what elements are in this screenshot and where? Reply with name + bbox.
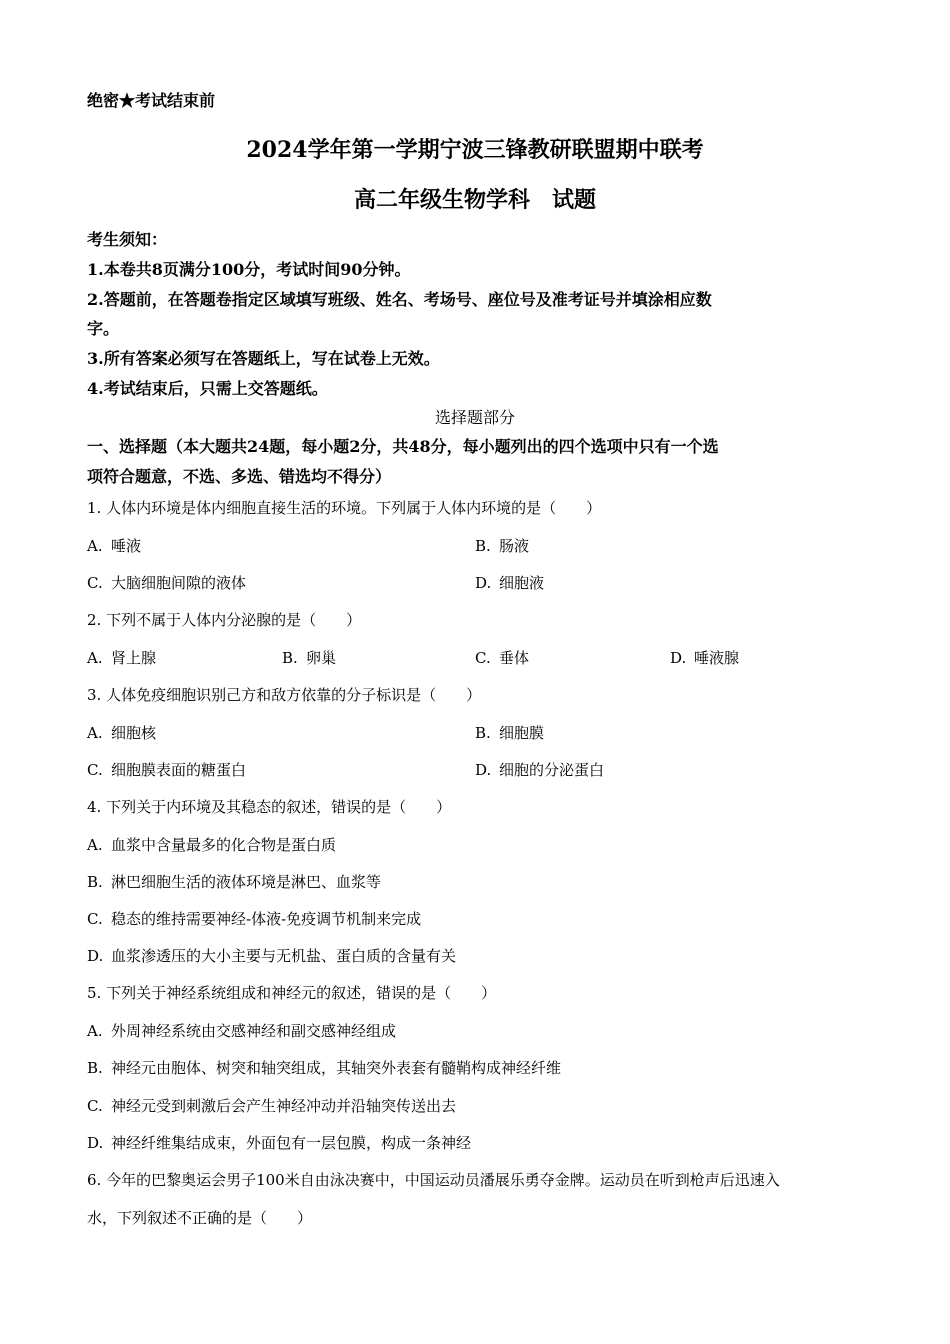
notice-item-2-cont: 字。 <box>87 319 120 338</box>
question-5-option-d: D. 神经纤维集结成束，外面包有一层包膜，构成一条神经 <box>87 1134 472 1152</box>
question-3-stem: 3. 人体免疫细胞识别己方和敌方依靠的分子标识是（ ） <box>87 686 482 704</box>
secret-mark: 绝密★考试结束前 <box>87 91 216 110</box>
question-6-stem: 6. 今年的巴黎奥运会男子100米自由泳决赛中，中国运动员潘展乐勇夺金牌。运动员在听到枪声后迅速入 <box>87 1171 780 1189</box>
question-5-option-c: C. 神经元受到刺激后会产生神经冲动并沿轴突传送出去 <box>87 1097 457 1115</box>
question-5-option-b: B. 神经元由胞体、树突和轴突组成，其轴突外表套有髓鞘构成神经纤维 <box>87 1059 562 1077</box>
question-1-option-b: B. 肠液 <box>475 537 530 555</box>
question-1-option-c: C. 大脑细胞间隙的液体 <box>87 574 247 592</box>
notice-item-2: 2.答题前，在答题卷指定区域填写班级、姓名、考场号、座位号及准考证号并填涂相应数 <box>87 290 712 309</box>
question-1-option-d: D. 细胞液 <box>475 574 545 592</box>
question-4-option-b: B. 淋巴细胞生活的液体环境是淋巴、血浆等 <box>87 873 382 891</box>
question-2-option-c: C. 垂体 <box>475 649 530 667</box>
question-1-stem: 1. 人体内环境是体内细胞直接生活的环境。下列属于人体内环境的是（ ） <box>87 499 602 517</box>
question-5-option-a: A. 外周神经系统由交感神经和副交感神经组成 <box>87 1022 397 1040</box>
part-instructions: 一、选择题（本大题共24题，每小题2分，共48分，每小题列出的四个选项中只有一个选 <box>87 437 719 456</box>
question-4-stem: 4. 下列关于内环境及其稳态的叙述，错误的是（ ） <box>87 798 452 816</box>
question-2-option-b: B. 卵巢 <box>282 649 337 667</box>
notice-item-1: 1.本卷共8页满分100分，考试时间90分钟。 <box>87 260 411 279</box>
question-3-option-b: B. 细胞膜 <box>475 724 545 742</box>
question-4-option-c: C. 稳态的维持需要神经-体液-免疫调节机制来完成 <box>87 910 422 928</box>
notice-item-4: 4.考试结束后，只需上交答题纸。 <box>87 379 328 398</box>
notice-heading: 考生须知： <box>87 230 168 249</box>
question-3-option-a: A. 细胞核 <box>87 724 157 742</box>
question-3-option-d: D. 细胞的分泌蛋白 <box>475 761 605 779</box>
exam-subtitle: 高二年级生物学科 试题 <box>353 187 596 213</box>
question-2-option-d: D. 唾液腺 <box>670 649 740 667</box>
exam-title: 2024学年第一学期宁波三锋教研联盟期中联考 <box>246 137 704 163</box>
question-3-option-c: C. 细胞膜表面的糖蛋白 <box>87 761 247 779</box>
notice-item-3: 3.所有答案必须写在答题纸上，写在试卷上无效。 <box>87 349 440 368</box>
question-1-option-a: A. 唾液 <box>87 537 142 555</box>
part-instructions-cont: 项符合题意，不选、多选、错选均不得分） <box>87 467 392 486</box>
question-2-option-a: A. 肾上腺 <box>87 649 157 667</box>
question-2-stem: 2. 下列不属于人体内分泌腺的是（ ） <box>87 611 362 629</box>
question-4-option-d: D. 血浆渗透压的大小主要与无机盐、蛋白质的含量有关 <box>87 947 457 965</box>
question-6-stem-cont: 水，下列叙述不正确的是（ ） <box>87 1209 313 1227</box>
section-title: 选择题部分 <box>434 408 515 427</box>
question-4-option-a: A. 血浆中含量最多的化合物是蛋白质 <box>87 836 337 854</box>
question-5-stem: 5. 下列关于神经系统组成和神经元的叙述，错误的是（ ） <box>87 984 497 1002</box>
